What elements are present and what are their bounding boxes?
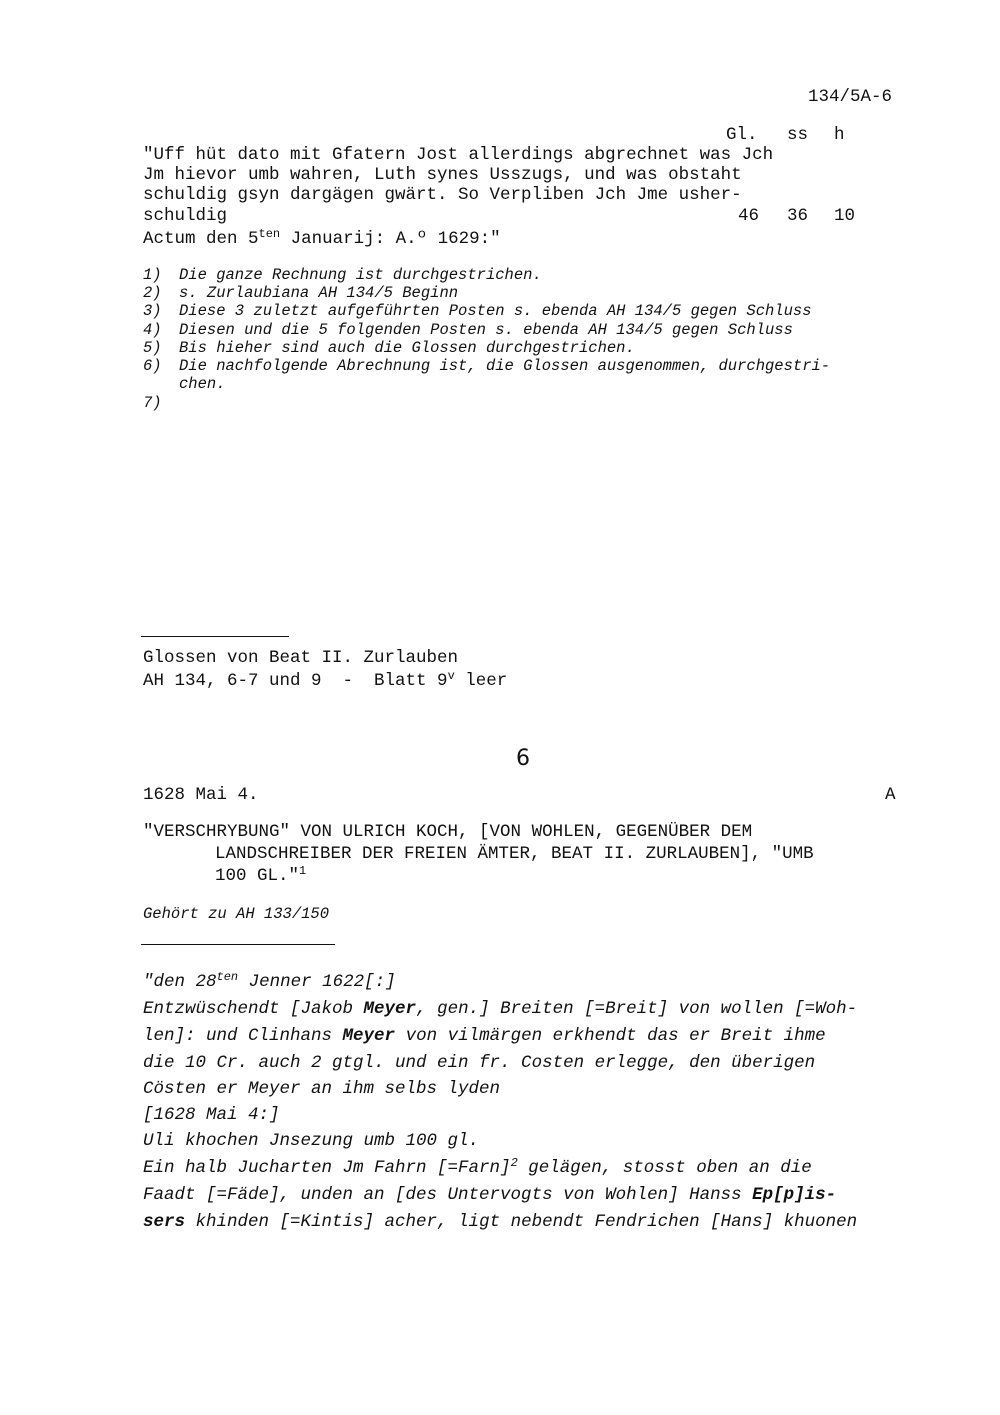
- transcription-text: von vilmärgen erkhendt das er Breit ihme: [395, 1026, 826, 1046]
- actum-superscript: ten: [258, 227, 281, 241]
- transcription-text: Entzwüschendt [Jakob: [143, 999, 364, 1019]
- footnote-text: Diese 3 zuletzt aufgeführten Posten s. ebenda AH 134/5 gegen Schluss: [179, 302, 812, 320]
- glossen-reference-line: [143, 671, 507, 691]
- transcription-text: Ein halb Jucharten Jm Fahrn [=Farn]: [143, 1158, 511, 1178]
- transcription-line: Uli khochen Jnsezung umb 100 gl.: [143, 1131, 480, 1151]
- transcription-superscript: 2: [510, 1156, 518, 1170]
- transcription-bold-name: Meyer: [342, 1026, 396, 1046]
- page-reference: 134/5A-6: [808, 87, 893, 107]
- transcription-line: [143, 1182, 836, 1209]
- footnote-number: 1): [143, 266, 162, 284]
- transcription-line: die 10 Cr. auch 2 gtgl. und ein fr. Costen erlegge, den überigen: [143, 1053, 816, 1073]
- column-header-h: h: [834, 125, 845, 145]
- footnote-number: 5): [143, 339, 162, 357]
- footnote-number: 2): [143, 284, 162, 302]
- transcription-line: [143, 1023, 826, 1050]
- document-number: 6: [516, 746, 530, 771]
- transcription-text: Jenner 1622[:]: [238, 972, 396, 992]
- actum-text: Actum den 5: [143, 229, 259, 249]
- value-h: 10: [834, 206, 856, 226]
- belongs-note: Gehört zu AH 133/150: [143, 905, 330, 923]
- transcription-text: "den 28: [143, 972, 217, 992]
- footnote-text: Die ganze Rechnung ist durchgestrichen.: [179, 266, 542, 284]
- quote-line: Jm hievor umb wahren, Luth synes Usszugs, und was obstaht: [143, 165, 742, 185]
- document-letter: A: [885, 785, 896, 805]
- footnote-text: Diesen und die 5 folgenden Posten s. ebenda AH 134/5 gegen Schluss: [179, 321, 793, 339]
- value-gl: 46: [738, 206, 760, 226]
- quote-line: "Uff hüt dato mit Gfatern Jost allerdings abgrechnet was Jch: [143, 145, 774, 165]
- transcription-line: Cösten er Meyer an ihm selbs lyden: [143, 1079, 501, 1099]
- footnote-number: 4): [143, 321, 162, 339]
- document-heading-line: "VERSCHRYBUNG" VON ULRICH KOCH, [VON WOHLEN, GEGENÜBER DEM: [143, 822, 753, 842]
- column-header-gl: Gl.: [726, 125, 758, 145]
- transcription-text: , gen.] Breiten [=Breit] von wollen [=Woh-: [416, 999, 858, 1019]
- transcription-bold-name: Meyer: [363, 999, 417, 1019]
- separator-rule: [141, 944, 335, 945]
- footnote-number: 3): [143, 302, 162, 320]
- actum-line: [143, 229, 501, 249]
- column-header-ss: ss: [787, 125, 809, 145]
- transcription-line: [143, 1209, 857, 1236]
- transcription-bold-name: Ep[p]is-: [752, 1185, 837, 1205]
- footnote-text: chen.: [179, 375, 226, 393]
- transcription-superscript: ten: [216, 970, 239, 984]
- footnote-text: Bis hieher sind auch die Glossen durchgestrichen.: [179, 339, 635, 357]
- glossen-reference-end: leer: [454, 671, 508, 691]
- transcription-line: [143, 969, 396, 996]
- heading-footnote-marker: 1: [299, 864, 307, 878]
- transcription-text: Faadt [=Fäde], unden an [des Untervogts von Wohlen] Hanss: [143, 1185, 753, 1205]
- glossen-superscript: v: [447, 669, 455, 683]
- footnote-number: 6): [143, 357, 162, 375]
- footnote-number: 7): [143, 394, 162, 412]
- footnote-text: Die nachfolgende Abrechnung ist, die Glossen ausgenommen, durchgestri-: [179, 357, 831, 375]
- transcription-bold-name: sers: [143, 1212, 186, 1232]
- transcription-line: [143, 996, 857, 1023]
- document-heading-line: [215, 866, 306, 886]
- actum-text-end: Januarij: A.º 1629:": [280, 229, 501, 249]
- transcription-text: gelägen, stosst oben an die: [517, 1158, 812, 1178]
- transcription-line: [1628 Mai 4:]: [143, 1105, 280, 1125]
- footnote-text: s. Zurlaubiana AH 134/5 Beginn: [179, 284, 459, 302]
- value-ss: 36: [787, 206, 809, 226]
- heading-text: 100 GL.": [215, 866, 300, 886]
- separator-rule: [141, 636, 289, 637]
- quote-line: schuldig: [143, 206, 228, 226]
- transcription-text: khinden [=Kintis] acher, ligt nebendt Fendrichen [Hans] khuonen: [185, 1212, 858, 1232]
- document-heading-line: LANDSCHREIBER DER FREIEN ÄMTER, BEAT II. ZURLAUBEN], "UMB: [215, 844, 814, 864]
- quote-line: schuldig gsyn dargägen gwärt. So Verpliben Jch Jme usher-: [143, 185, 742, 205]
- transcription-text: len]: und Clinhans: [143, 1026, 343, 1046]
- glossen-reference-text: AH 134, 6-7 und 9 - Blatt 9: [143, 671, 448, 691]
- glossen-line: Glossen von Beat II. Zurlauben: [143, 648, 459, 668]
- transcription-line: [143, 1155, 812, 1182]
- document-date: 1628 Mai 4.: [143, 785, 259, 805]
